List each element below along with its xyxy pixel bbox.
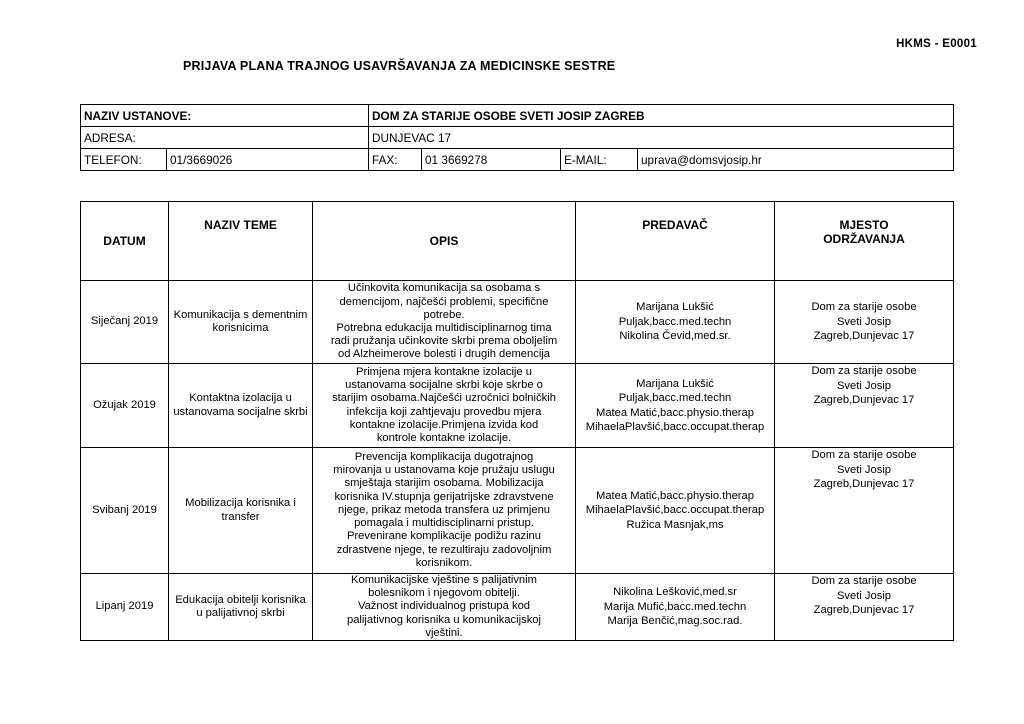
row-location-line: Sveti Josip — [836, 379, 892, 392]
col-header-description: OPIS — [313, 202, 576, 281]
row-lecturer-line: Nikolina Čevid,med.sr. — [619, 330, 731, 343]
institution-contact-row — [81, 149, 954, 171]
row-lecturer-line: Puljak,bacc.med.techn — [618, 392, 732, 404]
phone-label: TELEFON: — [81, 149, 167, 171]
row-location-line: Dom za starije osobe — [811, 301, 917, 314]
table-header-row — [81, 202, 954, 281]
row-date: Svibanj 2019 — [81, 448, 169, 574]
table-row — [81, 364, 954, 448]
row-description-line: korisnika IV.stupnja gerijatrijske zdravstvene — [334, 490, 554, 503]
row-date: Siječanj 2019 — [81, 281, 169, 364]
row-description-line: njege, prikaz metoda transfera uz primjenu — [337, 503, 551, 516]
row-topic-line: transfer — [221, 510, 260, 523]
col-header-lecturer: PREDAVAČ — [576, 202, 775, 281]
fax-label: FAX: — [369, 149, 422, 171]
col-header-location-line1: MJESTO — [839, 218, 889, 232]
row-description-line: Prevencija komplikacija dugotrajnog — [354, 451, 534, 464]
row-description-line: ustanovama socijalne skrbi koje skrbe o — [345, 379, 543, 392]
col-header-topic: NAZIV TEME — [169, 202, 313, 281]
row-date: Ožujak 2019 — [81, 364, 169, 448]
row-lecturer-line: MihaelaPlavšić,bacc.occupat.therap — [585, 504, 765, 517]
row-description-line: korisnikom. — [415, 556, 473, 569]
address-value: DUNJEVAC 17 — [369, 127, 954, 149]
phone-value: 01/3669026 — [167, 149, 369, 171]
row-location-line: Dom za starije osobe — [811, 365, 917, 377]
row-topic — [169, 281, 313, 364]
institution-table — [80, 104, 954, 171]
row-topic-line: Edukacija obitelji korisnika — [175, 593, 306, 606]
row-description-line: pomagala i multidisciplinarni pristup. — [354, 517, 534, 530]
row-lecturer-line: MihaelaPlavšić,bacc.occupat.therap — [585, 421, 765, 433]
document-title: PRIJAVA PLANA TRAJNOG USAVRŠAVANJA ZA MEDICINSKE SESTRE — [183, 59, 616, 73]
row-description-line: Potrebna edukacija multidisciplinarnog tima — [336, 322, 552, 334]
row-lecturers — [576, 364, 775, 448]
row-lecturer-line: Marija Mufić,bacc.med.techn — [603, 600, 747, 613]
institution-name-label: NAZIV USTANOVE: — [81, 105, 369, 127]
fax-value: 01 3669278 — [422, 149, 561, 171]
training-plan-table — [80, 201, 954, 641]
row-topic-line: ustanovama socijalne skrbi — [173, 405, 308, 418]
row-lecturer-line: Marijana Lukšić — [636, 377, 714, 390]
row-location-line: Zagreb,Dunjevac 17 — [813, 394, 915, 406]
row-lecturers — [576, 574, 775, 641]
row-description-line: kontakne izolacije.Primjena izvida kod — [349, 418, 539, 431]
row-topic-line: korisnicima — [212, 322, 269, 334]
row-description — [313, 364, 576, 448]
row-description-line: od Alzheimerove bolesti i drugih demencija — [337, 348, 551, 361]
row-description-line: mirovanja u ustanovama koje pružaju uslugu — [333, 464, 555, 477]
row-topic — [169, 574, 313, 641]
row-description-line: smještaja starijim osobama. Mobilizacija — [344, 477, 544, 490]
row-location-line: Dom za starije osobe — [811, 575, 917, 587]
row-location-line: Sveti Josip — [836, 463, 892, 476]
row-description-line: infekcija koji zahtjevaju provedbu mjera — [346, 405, 542, 418]
institution-address-row — [81, 127, 954, 149]
email-label: E-MAIL: — [561, 149, 638, 171]
row-lecturer-line: Marijana Lukšić — [636, 301, 714, 314]
row-location-line: Zagreb,Dunjevac 17 — [813, 478, 915, 490]
row-description-line: zdrastvene njege, te rezultiraju zadovoljnim — [336, 543, 552, 556]
row-description-line: Učinkovita komunikacija sa osobama s — [347, 282, 541, 295]
row-description — [313, 448, 576, 574]
table-row — [81, 281, 954, 364]
row-location-line: Sveti Josip — [836, 315, 892, 328]
document-code: HKMS - E0001 — [896, 38, 977, 50]
email-value: uprava@domsvjosip.hr — [638, 149, 954, 171]
row-description — [313, 574, 576, 641]
institution-name-value: DOM ZA STARIJE OSOBE SVETI JOSIP ZAGREB — [369, 105, 954, 127]
row-topic — [169, 364, 313, 448]
row-topic-line: Komunikacija s dementnim — [173, 308, 308, 321]
col-header-location — [775, 202, 954, 281]
row-lecturers — [576, 281, 775, 364]
row-date: Lipanj 2019 — [81, 574, 169, 641]
row-lecturer-line: Nikolina Lešković,med.sr — [613, 586, 737, 599]
row-lecturers — [576, 448, 775, 574]
row-location — [775, 574, 954, 641]
col-header-location-line2: ODRŽAVANJA — [823, 232, 905, 246]
table-row — [81, 574, 954, 641]
row-location-line: Sveti Josip — [836, 589, 892, 602]
row-location-line: Zagreb,Dunjevac 17 — [813, 330, 915, 343]
row-description-line: Važnost individualnog pristupa kod — [357, 600, 531, 613]
row-topic — [169, 448, 313, 574]
col-header-date: DATUM — [81, 202, 169, 281]
row-lecturer-line: Puljak,bacc.med.techn — [618, 315, 732, 328]
row-description-line: palijativnog korisnika u komunikacijskoj — [346, 613, 541, 626]
row-lecturer-line: Marija Benčić,mag.soc.rad. — [607, 615, 743, 628]
row-topic-line: u palijativnoj skrbi — [196, 607, 285, 619]
row-location — [775, 364, 954, 448]
address-label: ADRESA: — [81, 127, 369, 149]
row-description — [313, 281, 576, 364]
row-description-line: kontrole kontakne izolacije. — [376, 431, 512, 444]
row-topic-line: Mobilizacija korisnika i — [185, 497, 296, 510]
row-description-line: Primjena mjera kontakne izolacije u — [356, 365, 532, 378]
row-description-line: potrebe. — [423, 308, 465, 321]
row-description-line: vještini. — [425, 626, 463, 639]
row-description-line: bolesnikom i njegovom obitelji. — [368, 587, 520, 600]
row-description-line: radi pružanja učinkovite skrbi prema oboljelim — [330, 335, 558, 348]
row-lecturer-line: Ružica Masnjak,ms — [626, 518, 724, 531]
row-description-line: starijim osobama.Najčešći uzročnici bolničkih — [332, 392, 556, 405]
row-description-line: Prevenirane komplikacije podižu razinu — [346, 530, 542, 543]
row-location — [775, 281, 954, 364]
row-location-line: Dom za starije osobe — [811, 449, 917, 461]
row-location-line: Zagreb,Dunjevac 17 — [813, 604, 915, 616]
row-description-line: demencijom, najčešći problemi, specifične — [339, 295, 549, 308]
institution-name-row — [81, 105, 954, 127]
table-row — [81, 448, 954, 574]
row-description-line: Komunikacijske vještine s palijativnim — [351, 574, 537, 586]
row-topic-line: Kontaktna izolacija u — [189, 392, 292, 405]
row-lecturer-line: Matea Matić,bacc.physio.therap — [596, 489, 754, 502]
row-location — [775, 448, 954, 574]
row-lecturer-line: Matea Matić,bacc.physio.therap — [596, 406, 754, 419]
